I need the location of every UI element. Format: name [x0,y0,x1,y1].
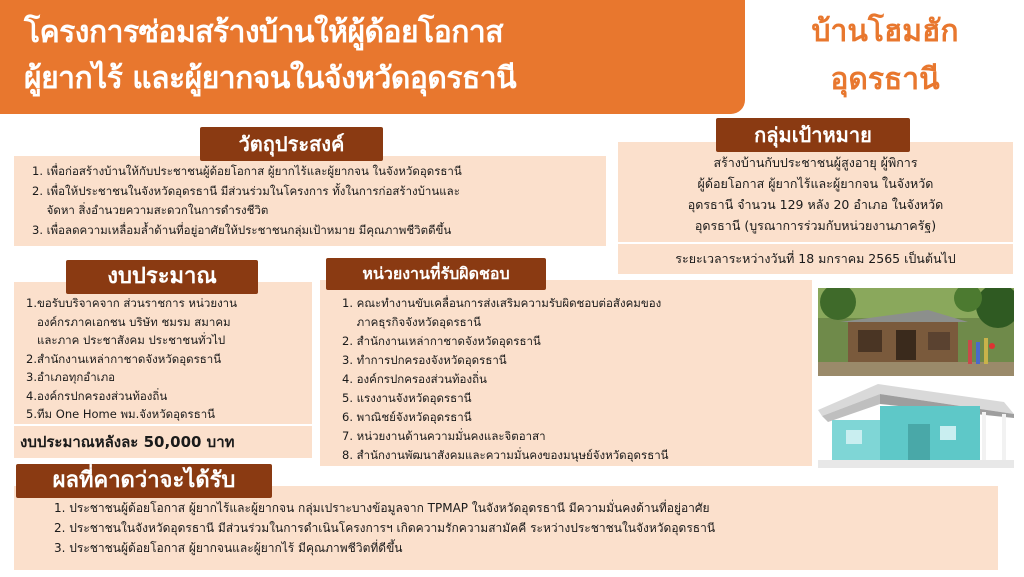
objective-item: 3. เพื่อลดความเหลื่อมล้ำด้านที่อยู่อาศัยให้ประชาชนกลุ่มเป้าหมาย มีคุณภาพชีวิตดีขึ้น [32,222,452,237]
target-line: สร้างบ้านกับประชาชนผู้สูงอายุ ผู้พิการ [713,155,918,170]
objective-item: 2. เพื่อให้ประชาชนในจังหวัดอุดรธานี มีส่วนร่วมในโครงการ ทั้งในการก่อสร้างบ้านและ [32,183,460,198]
agency-item: 1. คณะทำงานขับเคลื่อนการส่งเสริมความรับผิดชอบต่อสังคมของ [342,296,662,310]
budget-item: องค์กรภาคเอกชน บริษัท ชมรม สมาคม [26,314,231,329]
objectives-list [32,162,606,240]
objectives-panel [14,156,606,246]
budget-item: 2.สำนักงานเหล่ากาชาดจังหวัดอุดรธานี [26,351,222,366]
brand-name [760,8,1010,104]
budget-panel [14,282,312,424]
agencies-list [342,294,812,465]
budget-item: 3.อำเภอทุกอำเภอ [26,370,116,384]
results-panel [14,486,998,570]
result-item: 1. ประชาชนผู้ด้อยโอกาส ผู้ยากไร้และผู้ยากจน กลุ่มเปราะบางข้อมูลจาก TPMAP ในจังหวัดอุดรธานี มีความมั่นคงด้านที่อยู่อาศัย [54,501,710,515]
objectives-heading: วัตถุประสงค์ [200,127,383,161]
budget-item: และภาค ประชาสังคม ประชาชนทั่วไป [26,333,226,347]
target-panel [618,142,1013,242]
results-list [54,498,998,558]
title-banner [0,0,745,114]
title-line-1: โครงการซ่อมสร้างบ้านให้ผู้ด้อยโอกาส [24,15,504,50]
brand-line-2: อุดรธานี [830,62,940,97]
agency-item: 8. สำนักงานพัฒนาสังคมและความมั่นคงของมนุษย์จังหวัดอุดรธานี [342,448,669,462]
budget-item: 5.ทีม One Home พม.จังหวัดอุดรธานี [26,407,216,421]
target-period: ระยะเวลาระหว่างวันที่ 18 มกราคม 2565 เป็นต้นไป [618,244,1013,274]
objective-item: 1. เพื่อก่อสร้างบ้านให้กับประชาชนผู้ด้อยโอกาส ผู้ยากไร้และผู้ยากจน ในจังหวัดอุดรธานี [32,164,462,178]
agencies-panel [320,280,812,466]
title-line-2: ผู้ยากไร้ และผู้ยากจนในจังหวัดอุดรธานี [24,61,517,96]
result-item: 3. ประชาชนผู้ด้อยโอกาส ผู้ยากจนและผู้ยากไร้ มีคุณภาพชีวิตที่ดีขึ้น [54,541,403,555]
brand-line-1: บ้านโฮมฮัก [811,14,959,49]
budget-item: 4.องค์กรปกครองส่วนท้องถิ่น [26,388,168,403]
agency-item: 3. ทำการปกครองจังหวัดอุดรธานี [342,353,507,367]
result-item: 2. ประชาชนในจังหวัดอุดรธานี มีส่วนร่วมในการดำเนินโครงการฯ เกิดความรักความสามัคคี ระหว่างประชาชนในจังหวัดอุดรธานี [54,521,716,535]
target-heading: กลุ่มเป้าหมาย [716,118,910,152]
objective-item: จัดหา สิ่งอำนวยความสะดวกในการดำรงชีวิต [32,203,269,217]
old-house-photo [818,288,1014,376]
budget-heading: งบประมาณ [66,260,258,294]
agency-item: 7. หน่วยงานด้านความมั่นคงและจิตอาสา [342,429,546,443]
agency-item: 6. พาณิชย์จังหวัดอุดรธานี [342,410,472,424]
budget-per-house: งบประมาณหลังละ 50,000 บาท [14,426,312,458]
agencies-heading: หน่วยงานที่รับผิดชอบ [326,258,546,290]
results-heading: ผลที่คาดว่าจะได้รับ [16,464,272,498]
target-line: อุดรธานี จำนวน 129 หลัง 20 อำเภอ ในจังหวัด [687,197,944,212]
agency-item: 2. สำนักงานเหล่ากาชาดจังหวัดอุดรธานี [342,334,541,348]
agency-item: 5. แรงงานจังหวัดอุดรธานี [342,391,472,405]
budget-list [26,294,312,424]
agency-item: ภาคธุรกิจจังหวัดอุดรธานี [342,315,481,329]
target-line: อุดรธานี (บูรณาการร่วมกับหน่วยงานภาครัฐ) [694,218,937,233]
target-line: ผู้ด้อยโอกาส ผู้ยากไร้และผู้ยากจน ในจังหวัด [697,176,934,191]
new-house-illustration [818,380,1014,468]
agency-item: 4. องค์กรปกครองส่วนท้องถิ่น [342,372,487,386]
budget-item: 1.ขอรับบริจาคจาก ส่วนราชการ หน่วยงาน [26,296,237,310]
